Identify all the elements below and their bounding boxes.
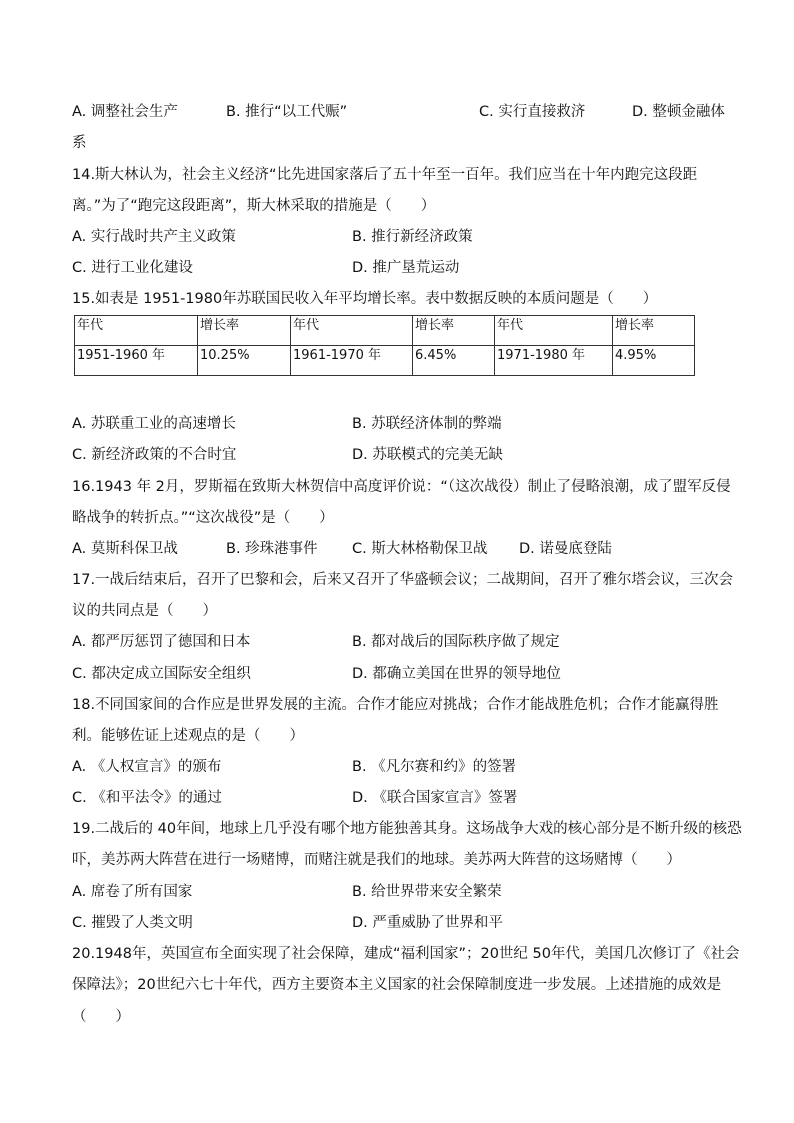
q18-option-d[interactable]: D. 《联合国家宣言》签署: [352, 790, 518, 806]
q16-option-b[interactable]: B. 珍珠港事件: [226, 541, 318, 557]
table-header-cell: 年代: [495, 316, 613, 346]
q15-option-a[interactable]: A. 苏联重工业的高速增长: [72, 416, 236, 432]
q19-stem-line1: 19.二战后的 40年间，地球上几乎没有哪个地方能独善其身。这场战争大戏的核心部分是不断升级的核恐: [72, 821, 742, 837]
q13-option-d[interactable]: D. 整顿金融体: [632, 104, 725, 120]
q14-option-d[interactable]: D. 推广垦荒运动: [352, 260, 460, 276]
q13-option-c[interactable]: C. 实行直接救济: [479, 104, 586, 120]
q14-option-a[interactable]: A. 实行战时共产主义政策: [72, 229, 236, 245]
q17-stem-line2: 议的共同点是（ ）: [72, 603, 217, 619]
table-cell: 10.25%: [198, 346, 291, 376]
q16-option-a[interactable]: A. 莫斯科保卫战: [72, 541, 178, 557]
q15-option-d[interactable]: D. 苏联模式的完美无缺: [352, 447, 503, 463]
q17-option-a[interactable]: A. 都严厉惩罚了德国和日本: [72, 634, 251, 650]
q20-stem-line3: （ ）: [72, 1009, 130, 1025]
q18-option-b[interactable]: B. 《凡尔赛和约》的签署: [352, 759, 517, 775]
q16-option-d[interactable]: D. 诺曼底登陆: [519, 541, 612, 557]
q14-option-c[interactable]: C. 进行工业化建设: [72, 260, 193, 276]
q14-option-b[interactable]: B. 推行新经济政策: [352, 229, 473, 245]
q18-stem-line1: 18.不同国家间的合作应是世界发展的主流。合作才能应对挑战；合作才能战胜危机；合作才能赢得胜: [72, 697, 719, 713]
q19-option-c[interactable]: C. 摧毁了人类文明: [72, 915, 193, 931]
q13-option-b[interactable]: B. 推行“以工代赈”: [226, 104, 348, 120]
q15-option-c[interactable]: C. 新经济政策的不合时宜: [72, 447, 237, 463]
q19-option-d[interactable]: D. 严重威胁了世界和平: [352, 915, 503, 931]
q17-stem-line1: 17.一战后结束后，召开了巴黎和会，后来又召开了华盛顿会议；二战期间，召开了雅尔塔会议，三次会: [72, 572, 734, 588]
table-header-cell: 增长率: [413, 316, 495, 346]
q16-option-c[interactable]: C. 斯大林格勒保卫战: [352, 541, 488, 557]
q19-option-a[interactable]: A. 席卷了所有国家: [72, 884, 193, 900]
table-header-cell: 年代: [75, 316, 198, 346]
q19-stem-line2: 吓，美苏两大阵营在进行一场赌博，而赌注就是我们的地球。美苏两大阵营的这场赌博（ ）: [72, 852, 681, 868]
table-cell: 4.95%: [613, 346, 695, 376]
q14-stem-line2: 离。”为了“跑完这段距离”，斯大林采取的措施是（ ）: [72, 198, 436, 214]
q18-option-a[interactable]: A. 《人权宣言》的颁布: [72, 759, 222, 775]
table-cell: 1951-1960 年: [75, 346, 198, 376]
table-header-cell: 增长率: [613, 316, 695, 346]
q18-option-c[interactable]: C. 《和平法令》的通过: [72, 790, 222, 806]
q15-option-b[interactable]: B. 苏联经济体制的弊端: [352, 416, 502, 432]
q15-stem: 15.如表是 1951-1980年苏联国民收入年平均增长率。表中数据反映的本质问题是（ ）: [72, 291, 658, 307]
q13-option-d-wrap: 系: [72, 135, 87, 151]
table-header-row: [75, 316, 695, 346]
growth-rate-table: [74, 315, 695, 376]
table-header-cell: 增长率: [198, 316, 291, 346]
q16-stem-line1: 16.1943 年 2月，罗斯福在致斯大林贺信中高度评价说：“（这次战役）制止了侵略浪潮，成了盟军反侵: [72, 479, 731, 495]
q18-stem-line2: 利。能够佐证上述观点的是（ ）: [72, 728, 304, 744]
q13-option-a[interactable]: A. 调整社会生产: [72, 104, 178, 120]
table-header-cell: 年代: [291, 316, 413, 346]
table-cell: 1971-1980 年: [495, 346, 613, 376]
table-row: [75, 346, 695, 376]
q17-option-b[interactable]: B. 都对战后的国际秩序做了规定: [352, 634, 560, 650]
table-cell: 6.45%: [413, 346, 495, 376]
q14-stem-line1: 14.斯大林认为，社会主义经济“比先进国家落后了五十年至一百年。我们应当在十年内跑完这段距: [72, 167, 698, 183]
q17-option-c[interactable]: C. 都决定成立国际安全组织: [72, 666, 251, 682]
q17-option-d[interactable]: D. 都确立美国在世界的领导地位: [352, 666, 561, 682]
q20-stem-line1: 20.1948年，英国宣布全面实现了社会保障，建成“福利国家”；20世纪 50年代，美国几次修订了《社会: [72, 946, 740, 962]
q16-stem-line2: 略战争的转折点。”“这次战役”是（ ）: [72, 510, 334, 526]
table-cell: 1961-1970 年: [291, 346, 413, 376]
q19-option-b[interactable]: B. 给世界带来安全繁荣: [352, 884, 502, 900]
q20-stem-line2: 保障法》；20世纪六七十年代，西方主要资本主义国家的社会保障制度进一步发展。上述措施的成效是: [72, 977, 722, 993]
